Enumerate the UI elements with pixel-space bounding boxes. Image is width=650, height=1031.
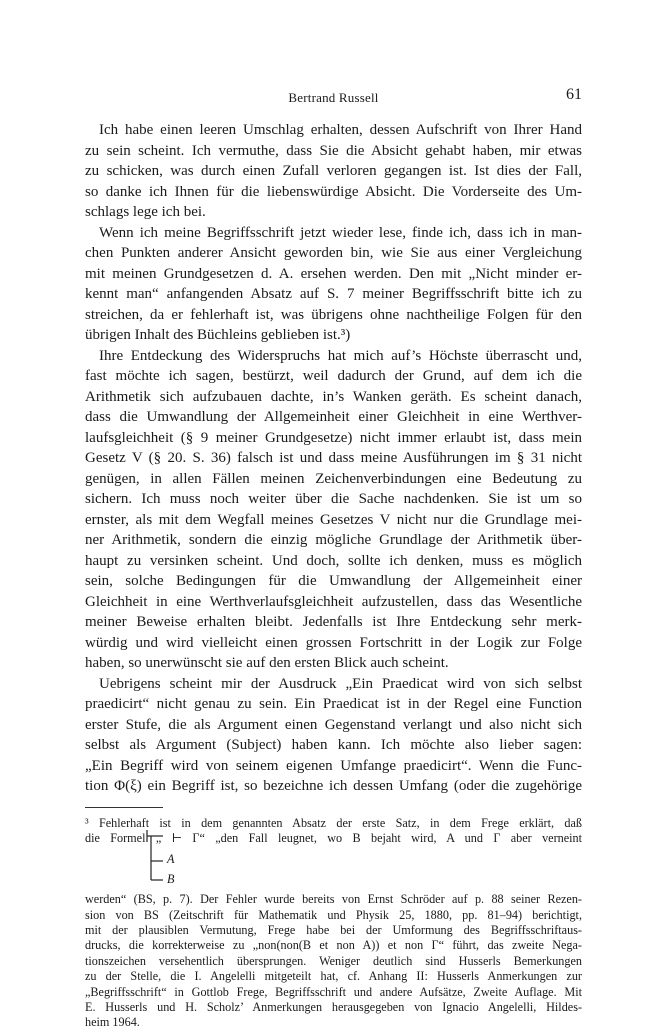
running-head-author: Bertrand Russell [288,90,379,105]
letter-body [85,120,582,797]
page-number: 61 [566,86,582,103]
body-line: chen Punkten anderer Ansicht geworden bin, wie Sie aus einer Vergleichung [85,245,582,261]
body-line: „Ein Begriff wird von seinem eigenen Umfange praedicirt“. Wenn die Func- [85,757,582,774]
formula-label-a: A [167,852,175,867]
body-line: so danke ich Ihnen für die liebenswürdige Absicht. Die Vorderseite des Um- [85,183,582,200]
body-line: Gleichheit in eine Werthverlaufsgleichheit aufzustellen, dass das Wesentliche [85,593,582,610]
formula-stroke-diagram [141,830,181,890]
footnote-line: zu der Stelle, die I. Angelelli mitgeteilt hat, cf. Anhang II: Husserls Anmerkungen zur [85,969,582,984]
body-line: Arithmetik sich aufzubauen dachte, in’s Wanken geräth. Es scheint danach, [85,388,582,405]
body-line: Uebrigens scheint mir der Ausdruck „Ein Praedicat wird von sich selbst [99,675,582,692]
body-line: dass die Umwandlung der Allgemeinheit einer Gleichheit in eine Werthver- [85,409,582,425]
footnote-line: E. Husserls und H. Scholz’ Anmerkungen herausgegeben von Ignacio Angelelli, Hildes- [85,1000,582,1015]
footnote-continuation [85,892,582,1031]
body-line: haupt zu versinken scheint. Und doch, sollte ich denken, muss es möglich [85,552,582,569]
body-line: meiner Beweise erhalten bleibt. Jedenfalls ist Ihre Entdeckung sehr merk- [85,614,582,630]
footnote-line: „Begriffsschrift“ in Gottlob Frege, Begriffsschrift und andere Aufsätze, Zweite Auflage. Mit [85,984,582,999]
body-line: fast möchte ich sagen, bestürzt, weil dadurch der Grund, auf dem ich die [85,368,582,384]
body-line: tion Φ(ξ) ein Begriff ist, so bezeichne ich dessen Umfang (oder die zugehörige [85,778,582,794]
body-line: ernster, als mit dem Wegfall meines Gesetzes V nicht nur die Grundlage mei- [85,511,582,528]
footnote-rule [85,807,163,808]
running-header [85,86,582,108]
begriffsschrift-formula [141,846,582,892]
footnote-line: die Formel „ ⊢ Γ“ „den Fall leugnet, wo B bejaht wird, A und Γ aber verneint [85,830,582,845]
footnote-line: ³ Fehlerhaft ist in dem genannten Absatz der erste Satz, in dem Frege erklärt, daß [85,815,582,830]
body-line: schlags lege ich bei. [85,204,206,220]
body-line: sein, solche Bedingungen für die Umwandlung der Allgemeinheit einer [85,573,582,589]
body-line: genügen, in allen Fällen meinen Zeichenverbindungen eine Bedeutung zu [85,470,582,487]
body-line: haben, so unerwünscht sie auf den ersten Blick auch scheint. [85,655,449,671]
body-line: laufsgleichheit (§ 9 meiner Grundgesetze) nicht immer erlaubt ist, dass mein [85,429,582,446]
footnote-line: tionszeichen versehentlich übersprungen. Weniger deutlich sind Husserls Bemerkungen [85,953,582,968]
body-line: Gesetz V (§ 20. S. 36) falsch ist und dass meine Ausführungen im § 31 nicht [85,450,582,466]
body-line: mit meinen Grundgesetzen d. A. ersehen werden. Den mit „Nicht minder er- [85,265,582,282]
formula-label-b: B [167,872,175,887]
footnote-line: werden“ (BS, p. 7). Der Fehler wurde bereits von Ernst Schröder auf p. 88 seiner Rezen- [85,892,582,907]
page [85,86,582,1031]
body-line: erster Stufe, die als Argument einen Gegenstand verlangt und also nicht sich [85,716,582,733]
footnote [85,816,582,1031]
body-line: sichern. Ich muss noch weiter über die Sache nachdenken. Sie ist um so [85,491,582,507]
body-line: streichen, da er fehlerhaft ist, was übrigens ohne nachtheilige Folgen für den [85,306,582,323]
body-line: kennt man“ anfangenden Absatz auf S. 7 meiner Begriffsschrift bitte ich zu [85,286,582,302]
body-line: zu sein scheint. Ich vermuthe, dass Sie die Absicht gehabt haben, mir etwas [85,142,582,159]
footnote-line: sion von BS (Zeitschrift für Mathematik und Physik 25, 1880, pp. 81–94) berichtigt, [85,907,582,922]
body-line: Ihre Entdeckung des Widerspruchs hat mich auf’s Höchste überrascht und, [99,347,582,364]
body-line: selbst als Argument (Subject) haben kann. Ich möchte also lieber sagen: [85,737,582,753]
footnote-line: heim 1964. [85,1015,140,1030]
footnote-line: mit der plausiblen Vermutung, Frege habe bei der Umformung des Begriffsschriftaus- [85,923,582,938]
body-line: Ich habe einen leeren Umschlag erhalten, dessen Aufschrift von Ihrer Hand [99,122,582,138]
footnote-line: drucks, die korrekterweise zu „non(non(B et non A)) et non Γ“ führt, das zweite Nega- [85,938,582,953]
body-line: praedicirt“ nicht genau zu sein. Ein Praedicat ist in der Regel eine Function [85,696,582,712]
body-line: ner Arithmetik, sondern die einzig mögliche Grundlage der Arithmetik über- [85,532,582,548]
body-line: zu schicken, was durch einen Zufall verloren gegangen ist. Ist dies der Fall, [85,163,582,179]
body-line: übrigen Inhalt des Büchleins geblieben ist.³) [85,327,351,343]
body-line: Wenn ich meine Begriffsschrift jetzt wieder lese, finde ich, dass ich in man- [99,224,582,241]
body-line: würdig und wird vielleicht einen grossen Fortschritt in der Logik zur Folge [85,634,582,651]
